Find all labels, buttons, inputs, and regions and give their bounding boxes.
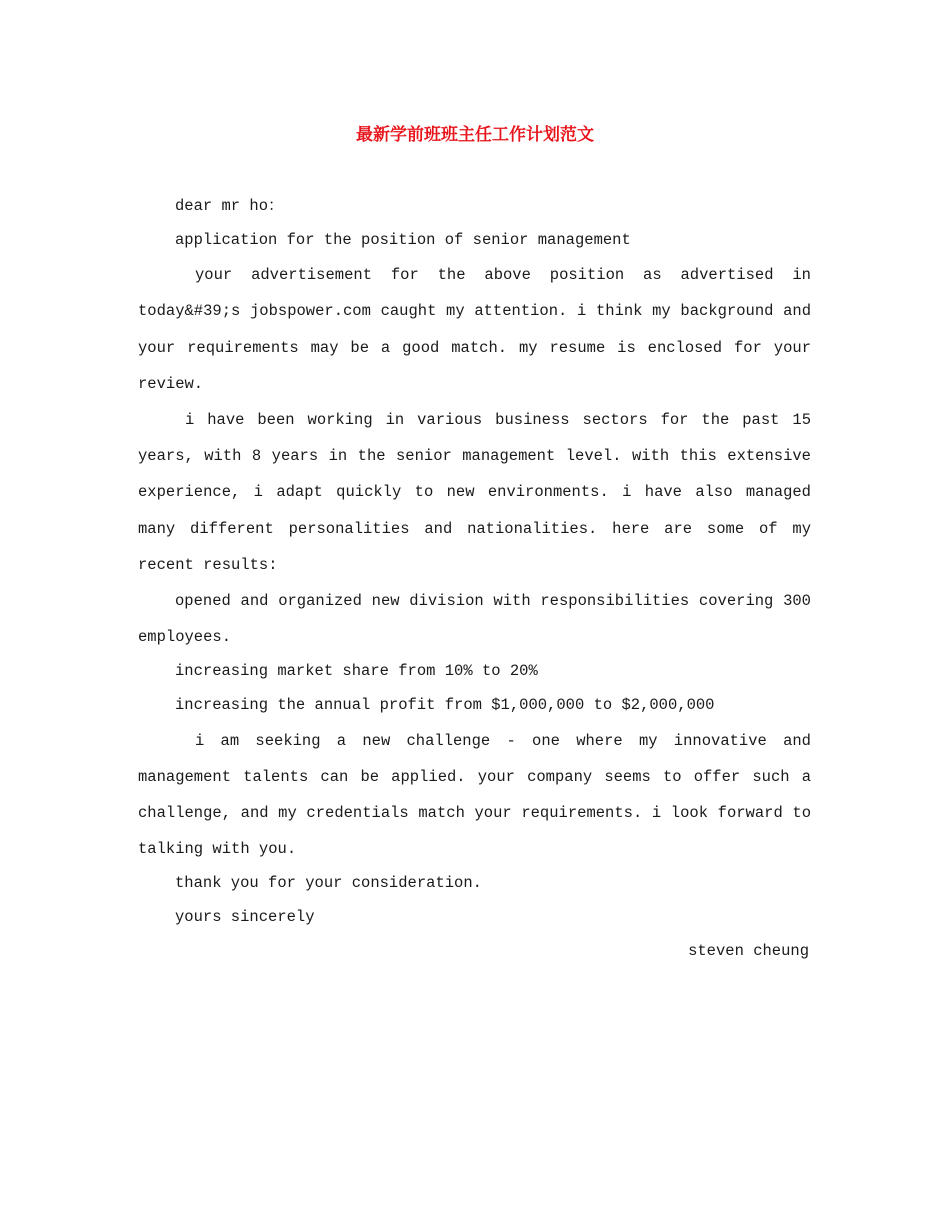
signature: steven cheung: [688, 941, 809, 960]
letter-body: [138, 190, 811, 968]
paragraph-challenge: i am seeking a new challenge - one where my innovative and management talents can be applied. your company seems to offer such a challenge, and my credentials match your requirements. i look forward to talking with you.: [138, 731, 811, 859]
salutation: dear mr ho：: [175, 197, 284, 215]
result-item: increasing the annual profit from $1,000,000 to $2,000,000: [175, 696, 715, 715]
document-title: 最新学前班班主任工作计划范文: [356, 125, 594, 145]
thanks-line: thank you for your consideration.: [175, 874, 482, 893]
result-item: opened and organized new division with responsibilities covering 300 employees.: [138, 592, 811, 647]
result-item: increasing market share from 10% to 20%: [175, 662, 538, 681]
closing-line: yours sincerely: [175, 908, 315, 927]
paragraph-advertisement: your advertisement for the above position as advertised in today&#39;s jobspower.com caught my attention. i think my background and your requirements may be a good match. my resume is enclosed for your review.: [138, 266, 811, 393]
subject-line: application for the position of senior management: [175, 230, 631, 249]
paragraph-experience: i have been working in various business sectors for the past 15 years, with 8 years in the senior management level. with this extensive experience, i adapt quickly to new environments. i have also managed many different personalities and nationalities. here are some of my recent results:: [138, 411, 811, 574]
